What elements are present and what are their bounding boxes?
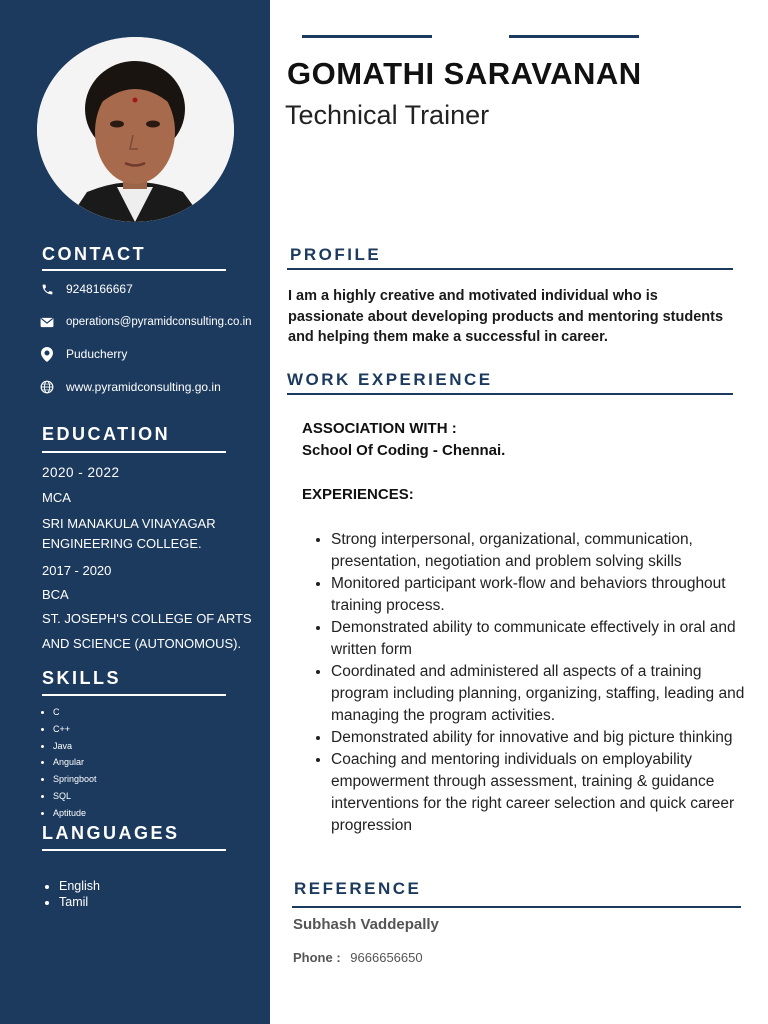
experience-list	[311, 529, 761, 837]
contact-website[interactable]	[38, 380, 221, 394]
contact-heading: CONTACT	[42, 244, 147, 264]
language-item: • Tamil	[59, 894, 100, 910]
experience-item: • Demonstrated ability for innovative and big picture thinking	[331, 727, 761, 749]
profile-photo	[37, 37, 234, 222]
contact-phone-text: 9248166667	[66, 282, 133, 296]
contact-divider	[42, 269, 226, 271]
edu-college-2-line2: AND SCIENCE (AUTONOMOUS).	[42, 636, 242, 651]
languages-heading: LANGUAGES	[42, 823, 180, 843]
phone-icon	[38, 282, 56, 296]
contact-location-text: Puducherry	[66, 347, 128, 361]
language-item: • English	[59, 878, 100, 894]
association-value: School Of Coding - Chennai.	[302, 442, 506, 459]
work-experience-heading: WORK EXPERIENCE	[287, 370, 493, 389]
edu-degree-2: BCA	[42, 587, 69, 602]
skill-item: • Angular	[53, 754, 97, 771]
skills-list	[40, 704, 97, 822]
experience-item: • Strong interpersonal, organizational, communication, presentation, negotiation and problem solving skills	[331, 529, 761, 573]
header-accent-bar-left	[302, 35, 432, 38]
education-divider	[42, 451, 226, 453]
work-experience-divider	[287, 393, 733, 395]
skill-item: • SQL	[53, 788, 97, 805]
mail-icon	[38, 315, 56, 329]
reference-heading: REFERENCE	[294, 879, 422, 898]
reference-phone-label: Phone :	[293, 950, 341, 965]
reference-phone-value: 9666656650	[350, 950, 423, 965]
skill-item: • C	[53, 704, 97, 721]
reference-divider	[292, 906, 741, 908]
full-name: GOMATHI SARAVANAN	[287, 56, 642, 91]
association-block	[302, 418, 505, 462]
portrait-image	[37, 37, 234, 222]
edu-college-1-line2: ENGINEERING COLLEGE.	[42, 536, 202, 551]
skill-item: • Java	[53, 738, 97, 755]
languages-divider	[42, 849, 226, 851]
edu-degree-1: MCA	[42, 490, 71, 505]
skill-item: • Springboot	[53, 771, 97, 788]
experience-item: • Coaching and mentoring individuals on employability empowerment through assessment, training & guidance interventions for the right career selection and quick career progression	[331, 749, 761, 837]
contact-website-text[interactable]: www.pyramidconsulting.go.in	[66, 380, 221, 394]
contact-email-text[interactable]: operations@pyramidconsulting.co.in	[66, 316, 252, 328]
contact-email[interactable]	[38, 315, 252, 329]
experience-item: • Monitored participant work-flow and behaviors throughout training process.	[331, 573, 761, 617]
contact-phone	[38, 282, 133, 296]
contact-location	[38, 347, 127, 361]
reference-phone-row	[293, 950, 423, 965]
reference-name: Subhash Vaddepally	[293, 916, 439, 933]
skills-divider	[42, 694, 226, 696]
skills-heading: SKILLS	[42, 668, 122, 688]
edu-years-2: 2017 - 2020	[42, 563, 112, 578]
edu-college-1-line1: SRI MANAKULA VINAYAGAR	[42, 516, 216, 531]
education-heading: EDUCATION	[42, 424, 171, 444]
languages-list	[44, 878, 100, 910]
job-title: Technical Trainer	[285, 100, 490, 130]
globe-icon	[38, 380, 56, 394]
sidebar	[0, 0, 270, 1024]
edu-years-1: 2020 - 2022	[42, 465, 120, 480]
experience-item: • Coordinated and administered all aspects of a training program including planning, organizing, staffing, leading and managing the program activities.	[331, 661, 761, 727]
location-pin-icon	[38, 347, 56, 361]
profile-heading: PROFILE	[290, 245, 382, 264]
header-accent-bar-right	[509, 35, 639, 38]
experiences-label: EXPERIENCES:	[302, 486, 414, 503]
skill-item: • C++	[53, 721, 97, 738]
skill-item: • Aptitude	[53, 805, 97, 822]
edu-college-2-line1: ST. JOSEPH'S COLLEGE OF ARTS	[42, 611, 252, 626]
association-label: ASSOCIATION WITH :	[302, 420, 457, 437]
profile-text: I am a highly creative and motivated individual who is passionate about developing products and mentoring students and helping them make a successful in career.	[288, 288, 724, 345]
experience-item: • Demonstrated ability to communicate effectively in oral and written form	[331, 617, 761, 661]
profile-divider	[287, 268, 733, 270]
